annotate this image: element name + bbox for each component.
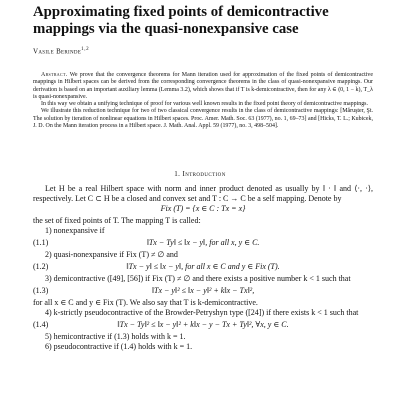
item-quasi-nonexpansive: 2) quasi-nonexpansive if Fix (T) ≠ ∅ and — [45, 250, 178, 259]
equation-number: (1.4) — [33, 320, 49, 329]
equation-body: ‖Tx − Ty‖² ≤ ‖x − y‖² + k‖x − y − Tx + Ty‖², ∀x, y ∈ C. — [117, 320, 289, 329]
item-strictly-pseudocontractive: 4) k-strictly pseudocontractive of the Browder-Petryshyn type ([24]) if there exists k < 1 such that — [45, 308, 359, 317]
item-hemicontractive: 5) hemicontractive if (1.3) holds with k = 1. — [45, 332, 186, 341]
equation-1-2 — [33, 260, 373, 274]
item-pseudocontractive: 6) pseudocontractive if (1.4) holds with k = 1. — [45, 342, 193, 351]
abstract-paragraph-1 — [33, 72, 373, 101]
section-heading: 1. Introduction — [174, 170, 226, 178]
author-name: Vasile Berinde — [33, 47, 82, 56]
equation-body: ‖Tx − y‖² ≤ ‖x − y‖² + k‖x − Tx‖², — [151, 286, 255, 295]
paper-title: Approximating fixed points of demicontractive mappings via the quasi-nonexpansive case — [33, 4, 329, 37]
equation-number: (1.1) — [33, 238, 49, 247]
equation-body: ‖Tx − y‖ ≤ ‖x − y‖, for all x ∈ C and y ∈ Fix (T). — [126, 262, 280, 271]
item-nonexpansive: 1) nonexpansive if — [45, 226, 105, 235]
intro-paragraph: Let H be a real Hilbert space with norm and inner product denoted as usually by ‖ · ‖ and ⟨·, ·⟩, respectively. Let C ⊂ H be a closed and convex set and T : C → C be a self mapping. Denote by — [33, 184, 373, 203]
equation-number: (1.2) — [33, 262, 49, 271]
item-demicontractive-after: for all x ∈ C and y ∈ Fix (T). We also say that T is k-demicontractive. — [33, 298, 258, 307]
equation-1-4 — [33, 318, 373, 332]
equation-1-3 — [33, 284, 373, 298]
body-text — [33, 184, 373, 352]
abstract-text-1: We prove that the convergence theorems for Mann iteration used for approximation of the fixed points of demicontractive mappings in Hilbert spaces can be derived from the corresponding convergence theorems in the class of quasi-nonexpansive mappings. Our derivation is based on an important auxiliary lemma (Lemma 3.2), which shows that if T is k-demicontractive, then for any λ ∈ (0, 1 − k), T_λ is quasi-nonexpansive. — [33, 72, 373, 100]
equation-number: (1.3) — [33, 286, 49, 295]
author-affiliation: 1,2 — [81, 47, 90, 52]
equation-body: ‖Tx − Ty‖ ≤ ‖x − y‖, for all x, y ∈ C. — [146, 238, 260, 247]
abstract-paragraph-2: In this way we obtain a unifying technique of proof for various well known results in the fixed point theory of demicontractive mappings. — [41, 101, 368, 107]
abstract-paragraph-3: We illustrate this reduction technique for two of two classical convergence results in the class of demicontractive mappings: [Măruşter, Şt. The solution by iteration of nonlinear equations in Hilbert spaces. Proc. Amer. Math. Soc. 63 (1977), no. 1, 69–73] and [Hicks, T. L.; Kubicek, J. D. On the Mann iteration process in a Hilbert space. J. Math. Anal. Appl. 59 (1977), no. 3, 498–504]. — [33, 108, 373, 129]
fix-after: the set of fixed points of T. The mapping T is called: — [33, 216, 201, 225]
item-demicontractive: 3) demicontractive ([49], [56]) if Fix (T) ≠ ∅ and there exists a positive number k < 1 such that — [45, 274, 351, 283]
abstract — [33, 72, 373, 130]
fix-definition: Fix (T) = {x ∈ C : Tx = x} — [160, 204, 246, 213]
author-line — [33, 47, 89, 55]
equation-1-1 — [33, 236, 373, 250]
abstract-label: Abstract. — [41, 72, 68, 78]
